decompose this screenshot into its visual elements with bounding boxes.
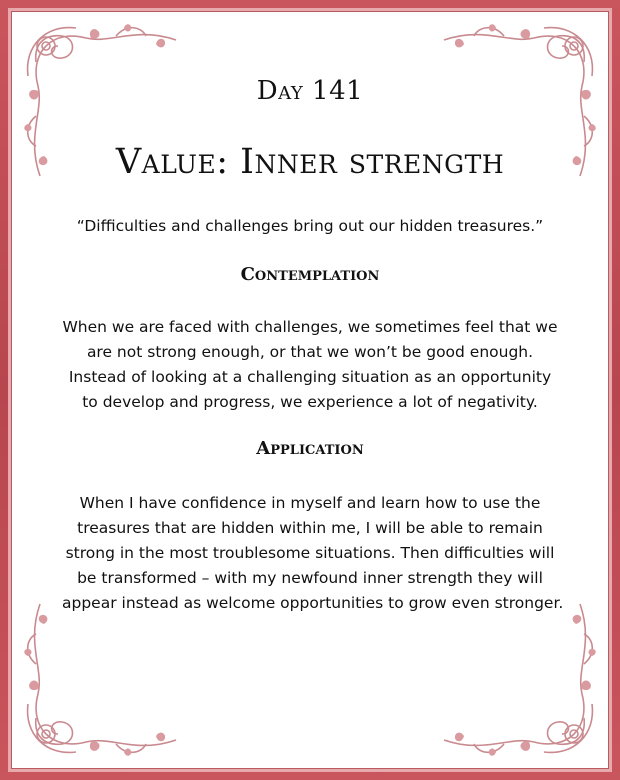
day-label: Day 141 bbox=[256, 76, 364, 106]
corner-ornament-bottom-left bbox=[16, 594, 186, 764]
text-line: are not strong enough, or that we won’t be good enough. bbox=[86, 343, 534, 361]
application-heading: Application bbox=[256, 438, 364, 459]
contemplation-paragraph bbox=[62, 315, 558, 415]
text-line: Instead of looking at a challenging situation as an opportunity bbox=[68, 368, 552, 386]
text-line: appear instead as welcome opportunities to grow even stronger. bbox=[62, 594, 564, 612]
text-line: When I have confidence in myself and learn how to use the bbox=[79, 494, 541, 512]
text-line: to develop and progress, we experience a lot of negativity. bbox=[82, 393, 538, 411]
paper bbox=[11, 11, 609, 769]
text-line: When we are faced with challenges, we sometimes feel that we bbox=[62, 318, 558, 336]
text-line: be transformed – with my newfound inner strength they will bbox=[77, 569, 543, 587]
application-paragraph bbox=[62, 491, 564, 616]
page-title: Value: Inner strength bbox=[115, 142, 505, 182]
text-line: strong in the most troublesome situations. Then difficulties will bbox=[65, 544, 555, 562]
contemplation-heading: Contemplation bbox=[240, 264, 380, 285]
inner-border bbox=[8, 8, 612, 772]
text-line: treasures that are hidden within me, I will be able to remain bbox=[77, 519, 543, 537]
corner-ornament-bottom-right bbox=[434, 594, 604, 764]
quote: “Difficulties and challenges bring out our hidden treasures.” bbox=[76, 217, 544, 235]
